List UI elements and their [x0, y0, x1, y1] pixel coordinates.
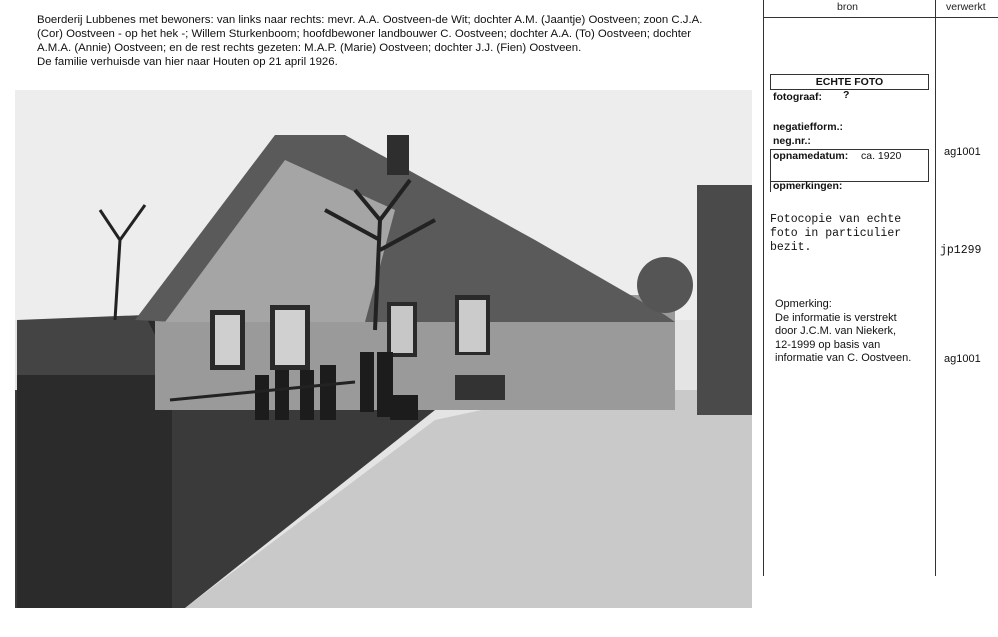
header-divider [763, 17, 998, 18]
verwerkt-code: jp1299 [940, 244, 982, 257]
remark-line: door J.C.M. van Niekerk, [775, 325, 897, 337]
verwerkt-code: ag1001 [944, 353, 981, 365]
verwerkt-code: ag1001 [944, 146, 981, 158]
opmerkingen-marker [770, 180, 771, 192]
typed-line: foto in particulier [770, 227, 902, 240]
photo-caption [37, 13, 757, 69]
echte-foto-title: ECHTE FOTO [770, 74, 929, 90]
column-divider [763, 0, 764, 576]
negatiefform-label: negatiefform.: [773, 121, 844, 133]
opnamedatum-value: ca. 1920 [861, 150, 902, 162]
opmerkingen-label: opmerkingen: [773, 180, 843, 192]
verwerkt-header: verwerkt [946, 1, 986, 13]
caption-line: Boerderij Lubbenes met bewoners: van links naar rechts: mevr. A.A. Oostveen-de Wit; dochter A.M. (Jaantje) Oostveen; zoon C.J.A. [37, 14, 703, 26]
column-divider [935, 0, 936, 576]
remark-block [775, 298, 911, 366]
typed-note [770, 213, 901, 255]
remark-line: informatie van C. Oostveen. [775, 352, 912, 364]
remark-line: 12-1999 op basis van [775, 338, 881, 351]
farmhouse-photo-illustration [15, 90, 752, 608]
opnamedatum-label: opnamedatum: [773, 150, 849, 162]
fotograaf-value: ? [843, 89, 850, 101]
typed-line: bezit. [770, 241, 812, 254]
bron-header: bron [837, 1, 859, 13]
farmhouse-photo [15, 90, 752, 608]
caption-line: A.M.A. (Annie) Oostveen; en de rest rechts gezeten: M.A.P. (Marie) Oostveen; dochter J.J. (Fien) Oostveen. [37, 42, 582, 54]
fotograaf-label: fotograaf: [773, 91, 822, 103]
typed-line: Fotocopie van echte [770, 213, 902, 226]
negnr-label: neg.nr.: [773, 135, 811, 147]
caption-line: De familie verhuisde van hier naar Houten op 21 april 1926. [37, 56, 338, 68]
remark-line: Opmerking: [775, 298, 832, 310]
remark-line: De informatie is verstrekt [775, 311, 897, 324]
caption-line: (Cor) Oostveen - op het hek -; Willem Sturkenboom; hoofdbewoner landbouwer C. Oostveen; dochter A.A. (To) Oostveen; dochter [37, 28, 692, 40]
